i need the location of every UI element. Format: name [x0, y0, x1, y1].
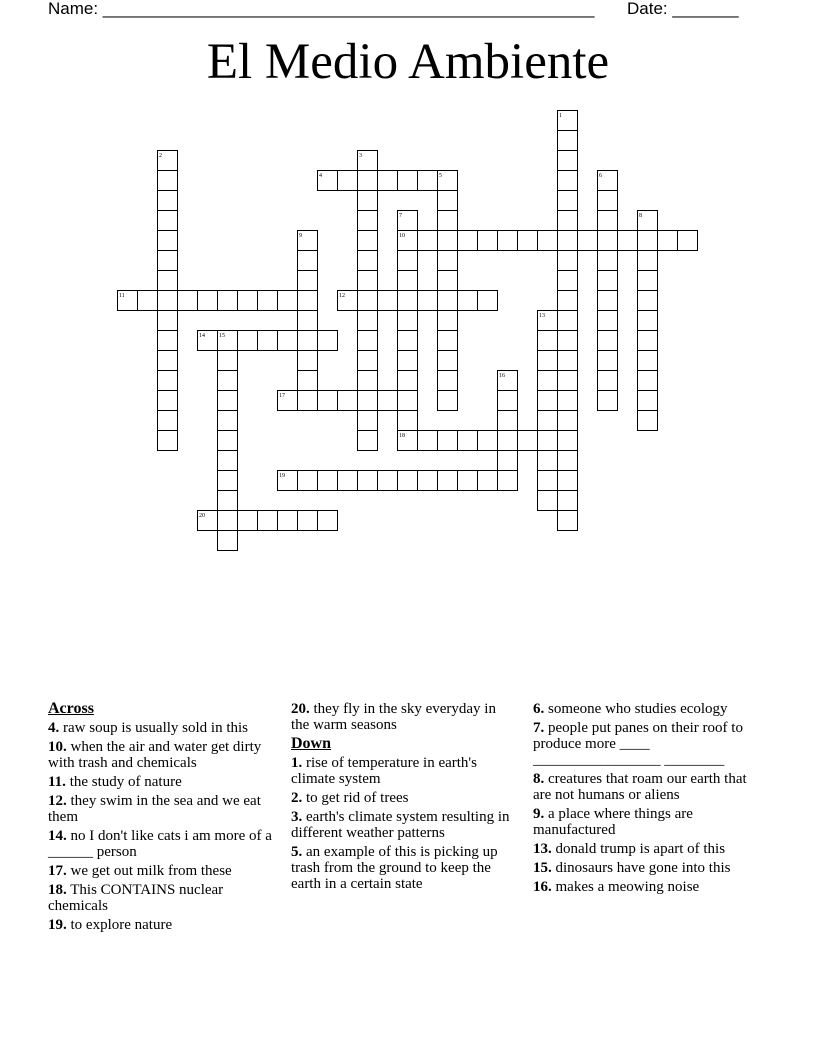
grid-cell[interactable] [218, 431, 238, 451]
grid-cell[interactable] [538, 231, 558, 251]
grid-cell[interactable] [598, 311, 618, 331]
grid-cell[interactable] [438, 391, 458, 411]
grid-cell[interactable] [398, 351, 418, 371]
grid-cell[interactable] [338, 391, 358, 411]
grid-cell[interactable] [558, 431, 578, 451]
grid-cell[interactable] [178, 291, 198, 311]
grid-cell[interactable] [358, 391, 378, 411]
grid-cell[interactable] [558, 511, 578, 531]
grid-cell[interactable] [218, 291, 238, 311]
grid-cell[interactable] [358, 431, 378, 451]
clue-across-19: 19. to explore nature [48, 917, 173, 933]
grid-cell[interactable] [638, 251, 658, 271]
clue-across-14: 14. no I don't like cats i am more of a ______ person [48, 828, 272, 860]
clue-down-6: 6. someone who studies ecology [533, 701, 728, 717]
clue-number-label: 12 [339, 293, 345, 299]
clue-down-2: 2. to get rid of trees [291, 790, 409, 806]
grid-cell[interactable] [558, 391, 578, 411]
grid-cell[interactable] [558, 451, 578, 471]
grid-cell[interactable] [538, 331, 558, 351]
grid-cell[interactable] [218, 411, 238, 431]
grid-cell[interactable] [398, 251, 418, 271]
grid-cell[interactable] [218, 391, 238, 411]
clue-number-label: 16 [499, 373, 505, 379]
clue-number-label: 6 [599, 173, 602, 179]
grid-cell[interactable] [158, 411, 178, 431]
grid-cell[interactable] [398, 371, 418, 391]
grid-cell[interactable] [538, 371, 558, 391]
grid-cell[interactable] [318, 331, 338, 351]
grid-cell[interactable] [518, 231, 538, 251]
grid-cell[interactable] [438, 231, 458, 251]
grid-cell[interactable] [558, 351, 578, 371]
grid-cell[interactable] [358, 471, 378, 491]
grid-cell[interactable] [558, 471, 578, 491]
clues-column-2 [291, 701, 516, 895]
grid-cell[interactable] [418, 231, 438, 251]
grid-cell[interactable] [358, 311, 378, 331]
grid-cell[interactable] [438, 191, 458, 211]
grid-cell[interactable] [398, 331, 418, 351]
grid-cell[interactable] [598, 191, 618, 211]
grid-cell[interactable] [558, 271, 578, 291]
grid-cell[interactable] [238, 511, 258, 531]
grid-cell[interactable] [478, 231, 498, 251]
grid-cell[interactable] [218, 371, 238, 391]
grid-cell[interactable] [338, 471, 358, 491]
grid-cell[interactable] [558, 191, 578, 211]
grid-cell[interactable] [158, 371, 178, 391]
grid-cell[interactable] [298, 251, 318, 271]
grid-cell[interactable] [498, 431, 518, 451]
grid-cell[interactable] [418, 431, 438, 451]
grid-cell[interactable] [438, 431, 458, 451]
grid-cell[interactable] [458, 291, 478, 311]
grid-cell[interactable] [358, 191, 378, 211]
grid-cell[interactable] [558, 251, 578, 271]
clue-number-label: 11 [119, 293, 125, 299]
clue-down-1: 1. rise of temperature in earth's climate system [291, 755, 477, 787]
grid-cell[interactable] [398, 271, 418, 291]
grid-cell[interactable] [618, 231, 638, 251]
name-field: Name: ____________________________________________________ [48, 0, 595, 18]
grid-cell[interactable] [358, 411, 378, 431]
grid-cell[interactable] [478, 431, 498, 451]
grid-cell[interactable] [218, 491, 238, 511]
grid-cell[interactable] [558, 371, 578, 391]
grid-cell[interactable] [558, 491, 578, 511]
grid-cell[interactable] [598, 331, 618, 351]
grid-cell[interactable] [218, 351, 238, 371]
across-heading: Across [48, 700, 94, 717]
grid-cell[interactable] [358, 251, 378, 271]
clue-number-label: 2 [159, 153, 162, 159]
grid-cell[interactable] [318, 391, 338, 411]
clue-number-label: 7 [399, 213, 402, 219]
grid-cell[interactable] [638, 231, 658, 251]
grid-cell[interactable] [558, 151, 578, 171]
grid-cell[interactable] [598, 391, 618, 411]
clue-across-11: 11. the study of nature [48, 774, 182, 790]
grid-cell[interactable] [138, 291, 158, 311]
grid-cell[interactable] [298, 351, 318, 371]
grid-cell[interactable] [298, 511, 318, 531]
grid-cell[interactable] [358, 291, 378, 311]
grid-cell[interactable] [298, 271, 318, 291]
grid-cell[interactable] [238, 291, 258, 311]
grid-cell[interactable] [538, 351, 558, 371]
grid-cell[interactable] [438, 211, 458, 231]
grid-cell[interactable] [358, 171, 378, 191]
grid-cell[interactable] [638, 291, 658, 311]
grid-cell[interactable] [598, 291, 618, 311]
grid-cell[interactable] [578, 231, 598, 251]
grid-cell[interactable] [158, 191, 178, 211]
grid-cell[interactable] [638, 351, 658, 371]
grid-cell[interactable] [478, 291, 498, 311]
clue-number-label: 15 [219, 333, 225, 339]
clue-down-9: 9. a place where things are manufactured [533, 806, 693, 838]
grid-cell[interactable] [558, 311, 578, 331]
clues-column-3 [533, 701, 763, 898]
grid-cell[interactable] [158, 271, 178, 291]
grid-cell[interactable] [378, 171, 398, 191]
grid-cell[interactable] [438, 351, 458, 371]
grid-cell[interactable] [218, 511, 238, 531]
grid-cell[interactable] [558, 331, 578, 351]
grid-cell[interactable] [598, 211, 618, 231]
date-field: Date: _______ [627, 0, 739, 18]
grid-cell[interactable] [498, 391, 518, 411]
clue-across-4: 4. raw soup is usually sold in this [48, 720, 249, 736]
grid-cell[interactable] [238, 331, 258, 351]
grid-cell[interactable] [418, 471, 438, 491]
grid-cell[interactable] [398, 411, 418, 431]
clues-column-1 [48, 701, 273, 936]
grid-cell[interactable] [278, 511, 298, 531]
grid-cell[interactable] [638, 271, 658, 291]
clue-down-16: 16. makes a meowing noise [533, 879, 700, 895]
clue-across-10: 10. when the air and water get dirty with trash and chemicals [48, 739, 262, 771]
grid-cell[interactable] [258, 291, 278, 311]
grid-cell[interactable] [398, 471, 418, 491]
grid-cell[interactable] [538, 391, 558, 411]
grid-cell[interactable] [558, 171, 578, 191]
grid-cell[interactable] [158, 231, 178, 251]
clue-down-8: 8. creatures that roam our earth that are not humans or aliens [533, 771, 747, 803]
clue-number-label: 18 [399, 433, 405, 439]
clue-number-label: 19 [279, 473, 285, 479]
grid-cell[interactable] [498, 411, 518, 431]
clue-number-label: 5 [439, 173, 442, 179]
grid-cell[interactable] [558, 131, 578, 151]
grid-cell[interactable] [638, 391, 658, 411]
grid-cell[interactable] [658, 231, 678, 251]
grid-cell[interactable] [558, 231, 578, 251]
grid-cell[interactable] [158, 431, 178, 451]
grid-cell[interactable] [538, 411, 558, 431]
grid-cell[interactable] [158, 331, 178, 351]
clue-number-label: 1 [559, 113, 562, 119]
grid-cell[interactable] [218, 471, 238, 491]
grid-cell[interactable] [358, 231, 378, 251]
grid-cell[interactable] [298, 311, 318, 331]
clue-number-label: 8 [639, 213, 642, 219]
clue-number-label: 10 [399, 233, 405, 239]
grid-cell[interactable] [398, 171, 418, 191]
grid-cell[interactable] [398, 311, 418, 331]
grid-cell[interactable] [378, 391, 398, 411]
grid-cell[interactable] [538, 471, 558, 491]
grid-cell[interactable] [478, 471, 498, 491]
grid-cell[interactable] [318, 471, 338, 491]
clue-down-13: 13. donald trump is apart of this [533, 841, 726, 857]
clue-number-label: 4 [319, 173, 322, 179]
grid-cell[interactable] [558, 291, 578, 311]
grid-cell[interactable] [318, 511, 338, 531]
grid-cell[interactable] [598, 251, 618, 271]
grid-cell[interactable] [378, 471, 398, 491]
grid-cell[interactable] [438, 251, 458, 271]
grid-cell[interactable] [358, 351, 378, 371]
grid-cell[interactable] [638, 411, 658, 431]
clue-across-17: 17. we get out milk from these [48, 863, 232, 879]
clue-down-3: 3. earth's climate system resulting in different weather patterns [291, 809, 510, 841]
grid-cell[interactable] [678, 231, 698, 251]
grid-cell[interactable] [158, 291, 178, 311]
grid-cell[interactable] [638, 371, 658, 391]
grid-cell[interactable] [218, 451, 238, 471]
grid-cell[interactable] [598, 351, 618, 371]
grid-cell[interactable] [158, 311, 178, 331]
grid-cell[interactable] [518, 431, 538, 451]
grid-cell[interactable] [298, 371, 318, 391]
grid-cell[interactable] [418, 171, 438, 191]
grid-cell[interactable] [438, 331, 458, 351]
grid-cell[interactable] [638, 311, 658, 331]
grid-cell[interactable] [438, 371, 458, 391]
grid-cell[interactable] [298, 471, 318, 491]
grid-cell[interactable] [418, 291, 438, 311]
clue-down-15: 15. dinosaurs have gone into this [533, 860, 731, 876]
clue-down-7: 7. people put panes on their roof to produce more ____ _________________ ________ [533, 720, 743, 768]
clue-number-label: 3 [359, 153, 362, 159]
grid-cell[interactable] [538, 491, 558, 511]
grid-cell[interactable] [258, 511, 278, 531]
grid-cell[interactable] [358, 271, 378, 291]
clue-number-label: 20 [199, 513, 205, 519]
down-heading: Down [291, 735, 332, 752]
grid-cell[interactable] [158, 391, 178, 411]
grid-cell[interactable] [558, 211, 578, 231]
grid-cell[interactable] [438, 471, 458, 491]
grid-cell[interactable] [458, 431, 478, 451]
grid-cell[interactable] [298, 291, 318, 311]
grid-cell[interactable] [558, 411, 578, 431]
grid-cell[interactable] [298, 391, 318, 411]
grid-cell[interactable] [258, 331, 278, 351]
grid-cell[interactable] [458, 231, 478, 251]
grid-cell[interactable] [158, 211, 178, 231]
grid-cell[interactable] [498, 451, 518, 471]
grid-cell[interactable] [498, 231, 518, 251]
grid-cell[interactable] [198, 291, 218, 311]
grid-cell[interactable] [338, 171, 358, 191]
grid-cell[interactable] [438, 271, 458, 291]
grid-cell[interactable] [538, 431, 558, 451]
grid-cell[interactable] [278, 291, 298, 311]
clue-across-18: 18. This CONTAINS nuclear chemicals [48, 882, 224, 914]
grid-cell[interactable] [598, 271, 618, 291]
grid-cell[interactable] [378, 291, 398, 311]
clue-number-label: 17 [279, 393, 285, 399]
grid-cell[interactable] [218, 531, 238, 551]
page-title: El Medio Ambiente [206, 34, 610, 90]
clue-down-5: 5. an example of this is picking up trash from the ground to keep the earth in a certain state [291, 844, 498, 892]
grid-cell[interactable] [298, 331, 318, 351]
grid-cell[interactable] [438, 291, 458, 311]
clue-across-20: 20. they fly in the sky everyday in the warm seasons [291, 701, 496, 733]
grid-cell[interactable] [438, 311, 458, 331]
grid-cell[interactable] [358, 211, 378, 231]
clue-number-label: 9 [299, 233, 302, 239]
clue-number-label: 13 [539, 313, 545, 319]
grid-cell[interactable] [498, 471, 518, 491]
grid-cell[interactable] [358, 371, 378, 391]
grid-cell[interactable] [158, 251, 178, 271]
grid-cell[interactable] [538, 451, 558, 471]
grid-cell[interactable] [638, 331, 658, 351]
grid-cell[interactable] [158, 171, 178, 191]
grid-cell[interactable] [158, 351, 178, 371]
grid-cell[interactable] [398, 391, 418, 411]
grid-cell[interactable] [358, 331, 378, 351]
grid-cell[interactable] [398, 291, 418, 311]
grid-cell[interactable] [598, 231, 618, 251]
grid-cell[interactable] [458, 471, 478, 491]
grid-cell[interactable] [598, 371, 618, 391]
clue-across-12: 12. they swim in the sea and we eat them [48, 793, 261, 825]
clue-number-label: 14 [199, 333, 205, 339]
grid-cell[interactable] [278, 331, 298, 351]
